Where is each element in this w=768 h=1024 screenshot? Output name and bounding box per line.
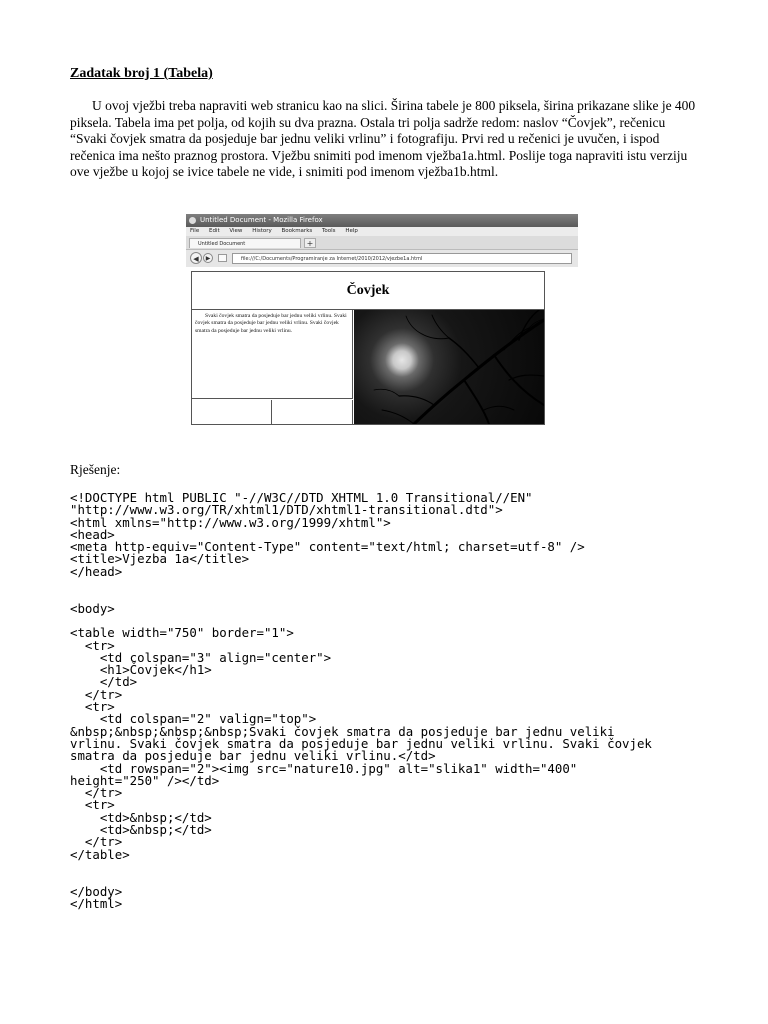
menu-file: File	[190, 228, 200, 234]
browser-navbar	[186, 250, 578, 268]
browser-tabbar	[186, 236, 578, 250]
rendered-heading: Čovjek	[192, 272, 544, 310]
browser-screenshot	[186, 214, 578, 430]
rendered-table	[191, 271, 545, 425]
browser-content	[186, 267, 578, 430]
menu-bookmarks: Bookmarks	[281, 228, 313, 234]
back-arrow-icon: ◀	[190, 252, 202, 264]
task-description: U ovoj vježbi treba napraviti web stranicu kao na slici. Širina tabele je 800 piksela, širina prikazane slike je 400 piksela. Tabela ima pet polja, od kojih su dva prazna. Ostala tri polja sadrže redom: naslov “Čovjek”, rečenicu “Svaki čovjek smatra da posjeduje bar jednu veliki vrlinu” i fotografiju. Prvi red u rečenici je uvučen, i ispod rečenica ima nešto praznog prostora. Vježbu snimiti pod imenom vježba1a.html. Poslije toga napraviti istu verziju ove vježbe u kojoj se ivice tabele ne vide, i snimiti pod imenom vježba1b.html.	[70, 98, 696, 180]
browser-titlebar	[186, 214, 578, 227]
menu-history: History	[252, 228, 272, 234]
nature-photo	[354, 310, 544, 424]
firefox-logo-icon	[189, 217, 196, 224]
html-code-listing: <!DOCTYPE html PUBLIC "-//W3C//DTD XHTML 1.0 Transitional//EN" "http://www.w3.org/TR/xhtml1/DTD/xhtml1-transitional.dtd"> <html xmlns="http://www.w3.org/1999/xhtml"> <head> <meta http-equiv="Content-Type" content="text/html; charset=utf-8" /> <title>Vjezba 1a</title> </head> <body> <table width="750" border="1"> <tr> <td colspan="3" align="center"> <h1>Čovjek</h1> </td> </tr> <tr> <td colspan="2" valign="top"> &nbsp;&nbsp;&nbsp;&nbsp;Svaki čovjek smatra da posjeduje bar jednu veliki vrlinu. Svaki čovjek smatra da posjeduje bar jednu veliki vrlinu. Svaki čovjek smatra da posjeduje bar jednu veliki vrlinu.</td> <td rowspan="2"><img src="nature10.jpg" alt="slika1" width="400" height="250" /></td> </tr> <tr> <td>&nbsp;</td> <td>&nbsp;</td> </tr> </table> </body> </html>	[70, 490, 652, 911]
menu-help: Help	[345, 228, 358, 234]
new-tab-icon: +	[304, 238, 316, 248]
browser-window-title: Untitled Document - Mozilla Firefox	[200, 216, 323, 224]
menu-edit: Edit	[208, 228, 220, 234]
menu-view: View	[229, 228, 243, 234]
rendered-text-cell	[192, 310, 353, 399]
forward-arrow-icon: ▶	[203, 253, 213, 263]
url-bar: file:///C:/Documents/Programiranje za Internet/2010/2012/vjezbe1a.html	[232, 253, 572, 264]
rendered-text: Svaki čovjek smatra da posjeduje bar jednu veliki vrlinu. Svaki čovjek smatra da posjeduje bar jednu veliki vrlinu. Svaki čovjek smatra da posjeduje bar jednu veliki vrlinu.	[195, 313, 347, 334]
solution-label: Rješenje:	[70, 462, 121, 477]
page-title: Zadatak broj 1 (Tabela)	[70, 66, 213, 81]
browser-menubar	[186, 227, 578, 236]
rendered-empty-cell	[192, 400, 272, 424]
browser-tab: Untitled Document	[189, 238, 301, 248]
rendered-empty-cell	[273, 400, 353, 424]
page-icon	[218, 254, 227, 262]
menu-tools: Tools	[322, 228, 336, 234]
tree-branches-icon	[354, 310, 544, 424]
